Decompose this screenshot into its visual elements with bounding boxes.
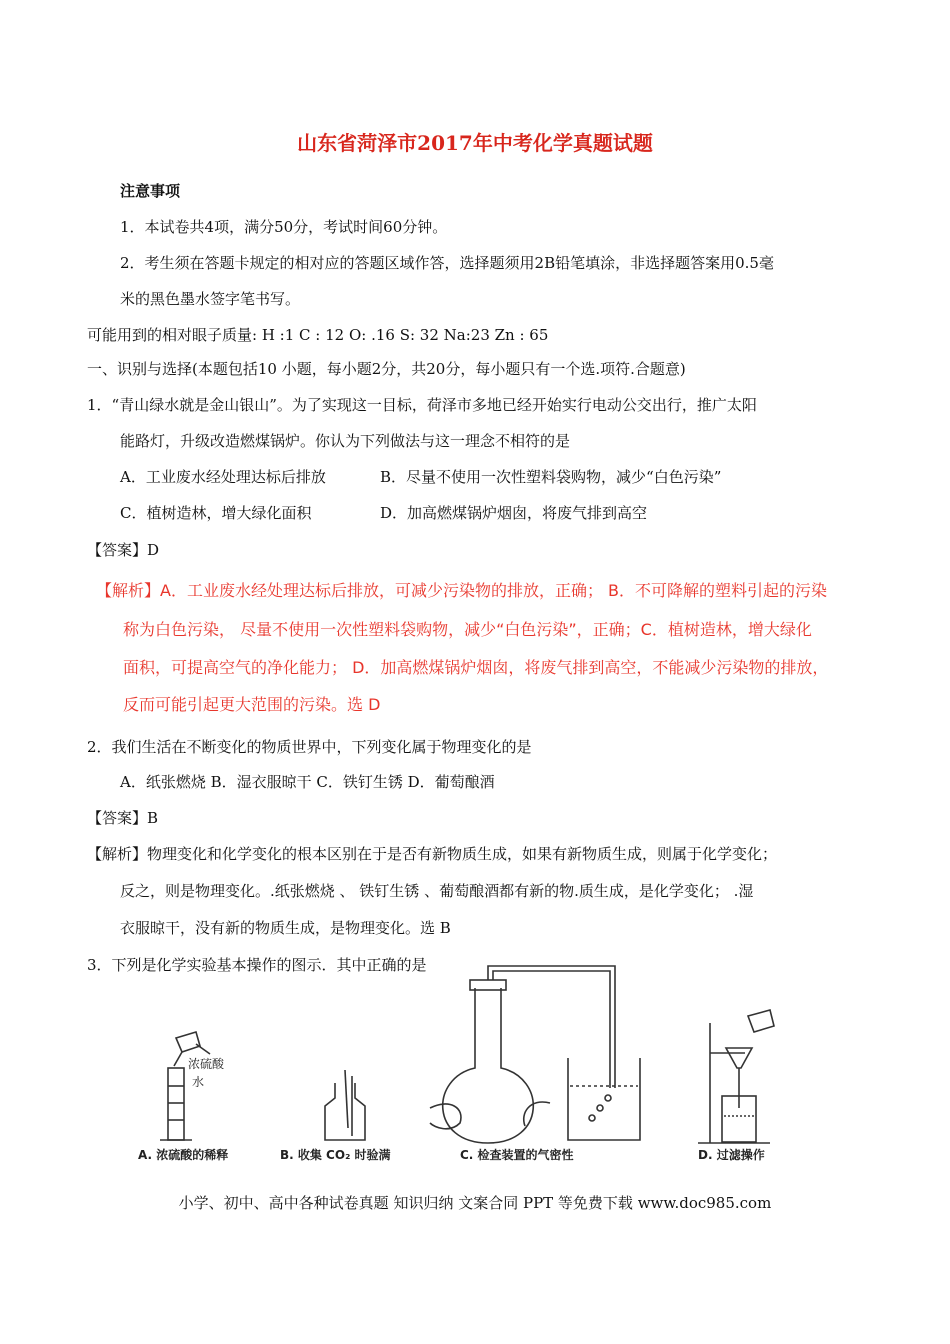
figure-a-acid-label: 浓硫酸 (188, 1057, 225, 1071)
q2-options: A．纸张燃烧 B．湿衣服晾干 C．铁钉生锈 D．葡萄酿酒 (120, 773, 495, 791)
figure-c-airtightness (430, 966, 640, 1143)
figure-a-caption: A. 浓硫酸的稀释 (138, 1148, 229, 1162)
q1-option-c: C．植树造林，增大绿化面积 (120, 504, 312, 522)
figure-b-caption: B. 收集 CO₂ 时验满 (280, 1148, 391, 1162)
q2-analysis-line3: 衣服晾干，没有新的物质生成，是物理变化。选 B (120, 919, 451, 937)
section-heading: 一、识别与选择(本题包括10 小题，每小题2分，共20分，每小题只有一个选.项符.合题意) (87, 360, 686, 378)
figure-b-gas-bottle (325, 1070, 365, 1140)
q2-analysis-line2: 反之，则是物理变化。.纸张燃烧 、 铁钉生锈 、葡萄酿酒都有新的物.质生成，是化学变化； .湿 (120, 882, 754, 900)
figure-d-caption: D. 过滤操作 (698, 1148, 765, 1162)
notice-item-1: 1．本试卷共4项，满分50分，考试时间60分钟。 (120, 218, 448, 236)
footer: 小学、初中、高中各种试卷真题 知识归纳 文案合同 PPT 等免费下载 www.doc985.com (178, 1194, 772, 1212)
notice-heading: 注意事项 (120, 182, 181, 200)
q2-stem: 2．我们生活在不断变化的物质世界中，下列变化属于物理变化的是 (87, 738, 532, 756)
q3-stem: 3．下列是化学实验基本操作的图示．其中正确的是 (87, 956, 427, 974)
figure-a-water-label: 水 (192, 1075, 205, 1089)
atomic-masses: 可能用到的相对眼子质量: H :1 C : 12 O: .16 S: 32 Na:23 Zn : 65 (87, 326, 549, 344)
q1-option-d: D．加高燃煤锅炉烟囱，将废气排到高空 (380, 504, 648, 522)
q1-analysis-line2: 称为白色污染， 尽量不使用一次性塑料袋购物，减少“白色污染”，正确；C．植树造林，增大绿化 (123, 620, 812, 639)
page-title: 山东省菏泽市2017年中考化学真题试题 (297, 131, 653, 155)
q1-analysis-line4: 反而可能引起更大范围的污染。选 D (123, 695, 381, 714)
figure-c-caption: C. 检查装置的气密性 (460, 1148, 574, 1162)
q1-answer: 【答案】D (87, 541, 160, 559)
q1-analysis-line1: 【解析】A．工业废水经处理达标后排放，可减少污染物的排放，正确； B．不可降解的塑料引起的污染 (96, 581, 828, 600)
q1-stem-line2: 能路灯，升级改造燃煤锅炉。你认为下列做法与这一理念不相符的是 (120, 432, 571, 450)
q2-answer: 【答案】B (87, 809, 159, 827)
notice-item-2: 2．考生须在答题卡规定的相对应的答题区域作答，选择题须用2B铅笔填涂，非选择题答案用0.5毫 (120, 254, 774, 272)
q1-option-b: B．尽量不使用一次性塑料袋购物，减少“白色污染” (380, 468, 722, 486)
notice-item-2-cont: 米的黑色墨水签字笔书写。 (120, 290, 301, 308)
q1-option-a: A．工业废水经处理达标后排放 (120, 468, 326, 486)
q1-analysis-line3: 面积，可提高空气的净化能力； D．加高燃煤锅炉烟囱，将废气排到高空，不能减少污染物的排放， (123, 658, 829, 677)
q1-stem-line1: 1．“青山绿水就是金山银山”。为了实现这一目标，荷泽市多地已经开始实行电动公交出行，推广太阳 (87, 396, 757, 414)
lab-figures (130, 958, 790, 1168)
figure-d-filtration (698, 1010, 774, 1143)
q2-analysis-line1: 【解析】物理变化和化学变化的根本区别在于是否有新物质生成，如果有新物质生成，则属于化学变化； (87, 845, 778, 863)
